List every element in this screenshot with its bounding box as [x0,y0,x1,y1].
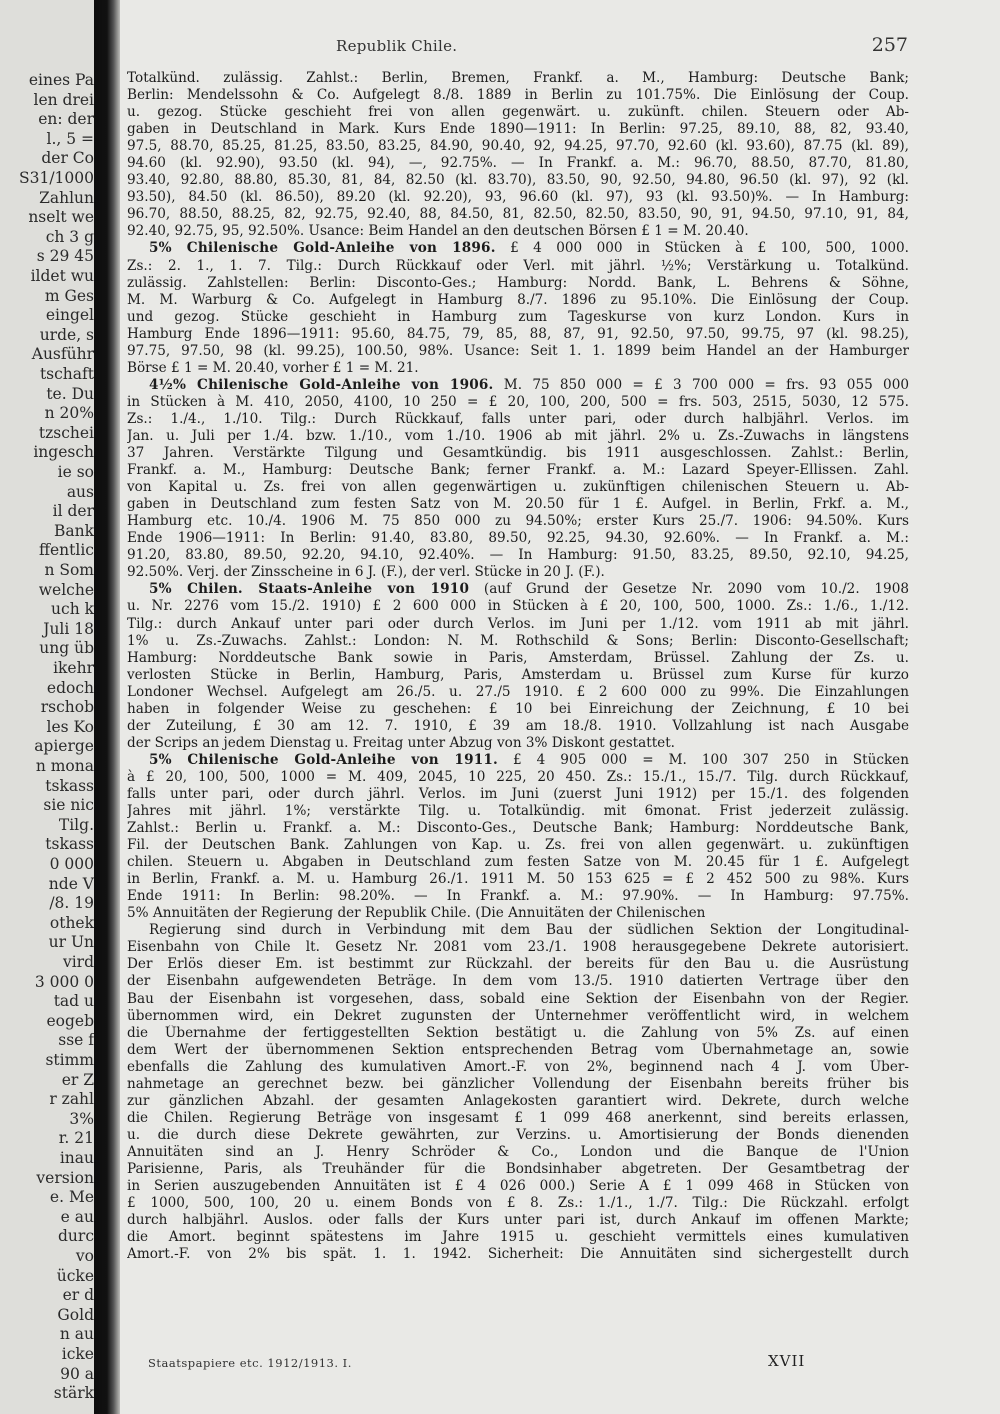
section-heading-line: 4½% Chilenische Gold-Anleihe von 1906. M. 75 850 000 = £ 3 700 000 = frs. 93 055 000 [149,376,909,393]
body-line: verlosten Stücke in Berlin, Hamburg, Paris, Amsterdam u. Brüssel zum Kurse für kurzo [127,666,909,683]
body-line: Hamburg etc. 10./4. 1906 M. 75 850 000 zu 94.50%; erster Kurs 25./7. 1906: 94.50%. Kurs [127,513,909,530]
left-fragment-line: ur Un [48,933,94,952]
left-fragment-line: 3% [69,1109,94,1128]
left-fragment-line: tskass [45,835,94,854]
left-fragment-line: e. Me [49,1188,94,1207]
left-fragment-line: n Som [44,561,94,579]
left-fragment-line: ildet wu [30,267,94,285]
section-title: 5% Chilenische Gold-Anleihe von 1896. [149,240,496,257]
body-text [127,70,909,1263]
book-gutter [94,0,120,1414]
body-line: gaben in Deutschland zum festen Satz von M. 20.50 für 1 £. Aufgel. in Berlin, Frkf. a. M., [127,496,909,513]
body-line: 37 Jahren. Verstärkte Tilgung und Gesamtkündig. bis 1911 ausgeschlossen. Zahlst.: Berlin, [127,445,909,462]
body-line: Der Erlös dieser Em. ist bestimmt zur Rückzahl. der bereits für den Bau u. die Ausrüstung [127,956,909,973]
left-fragment-line: stimm [45,1051,94,1069]
section-title: 4½% Chilenische Gold-Anleihe von 1906. [149,376,494,393]
body-line: zulässig. Zahlstellen: Berlin: Disconto-Ges.; Hamburg: Nordd. Bank, L. Behrens & Söhne, [127,274,909,291]
left-fragment-line: apierge [34,737,94,756]
left-fragment-line: vird [62,953,94,971]
left-fragment-line: les Ko [46,717,94,736]
body-line: £ 1000, 500, 100, 20 u. einem Bonds von £ 8. Zs.: 1./1., 1./7. Tilg.: Die Rückzahl. erfolgt [127,1195,909,1212]
body-line: u. die durch diese Dekrete gewährten, zur Verzins. u. Amortisierung der Bonds dienenden [127,1126,909,1143]
body-line: falls unter pari, oder durch jährl. Verlos. im Juni (zuerst Juni 1912) per 15./1. des folgenden [127,785,909,802]
left-fragment-line: er d [62,1286,94,1305]
body-line: durch halbjährl. Auslos. oder falls der Kurs unter pari ist, durch Ankauf im offenen Markte; [127,1212,909,1229]
left-fragment-line: 3 000 0 [34,972,94,991]
body-line: und gezog. Stücke geschieht in Hamburg zum Tageskurse von kurz London. Kurs in [127,308,909,325]
left-fragment-line: len drei [33,90,94,109]
left-fragment-line: l., 5 = [46,129,94,148]
left-fragment-line: 0 000 [49,855,94,873]
left-fragment-line: sie nic [43,796,94,815]
body-line: 94.60 (kl. 92.90), 93.50 (kl. 94), —, 92.75%. — In Frankf. a. M.: 96.70, 88.50, 87.70, 81.80, [127,155,909,172]
section-heading-line: 5% Chilen. Staats-Anleihe von 1910 (auf Grund der Gesetze Nr. 2090 vom 10./2. 1908 [149,581,909,598]
left-fragment-line: edoch [46,678,94,697]
left-fragment-line: /8. 19 [49,894,94,913]
body-line: Eisenbahn von Chile lt. Gesetz Nr. 2081 vom 23./1. 1908 herausgegebene Dekrete autorisiert. [127,939,909,956]
body-line: 97.5, 88.70, 85.25, 81.25, 83.50, 83.25, 84.90, 90.40, 92, 94.25, 97.70, 92.60 (kl. 93.60), 87.75 (kl. 89), [127,138,909,155]
left-fragment-line: rschob [40,698,94,717]
left-fragment-line: m Ges [44,286,94,305]
body-line: haben in folgender Weise zu geschehen: £ 10 bei Einreichung der Zeichnung, £ 10 bei [127,700,909,717]
left-fragment-line: r zahl [49,1090,94,1109]
body-line: Zs.: 2. 1., 1. 7. Tilg.: Durch Rückkauf oder Verl. mit jährl. ½%; Verstärkung u. Totalkünd. [127,257,909,274]
body-line: 92.50%. Verj. der Zinsscheine in 6 J. (F.), der verl. Stücke in 20 J. (F.). [127,564,605,581]
footer-signature: Staatspapiere etc. 1912/1913. I. [148,1356,352,1370]
left-fragment-line: Gold [57,1305,94,1324]
left-fragment-line: eingel [45,306,94,325]
body-line: Frankf. a. M., Hamburg: Deutsche Bank; ferner Frankf. a. M.: Lazard Speyer-Ellissen. Zahl. [127,462,909,479]
body-line: in Berlin, Frankf. a. M. u. Hamburg 26./1. 1911 M. 50 153 625 = £ 2 452 500 zu 98%. Kurs [127,871,909,888]
left-fragment-line: othek [49,913,94,932]
body-line: die Chilen. Regierung Beträge von insgesamt £ 1 099 468 anerkennt, sind bereits erlassen, [127,1109,909,1126]
body-line: der Zuteilung, £ 30 am 12. 7. 1910, £ 39 am 18./8. 1910. Vollzahlung ist nach Ausgabe [127,717,909,734]
body-line: 93.50), 84.50 (kl. 86.50), 89.20 (kl. 92.20), 93, 96.60 (kl. 97), 93 (kl. 93.50)%. — In Hamburg: [127,189,909,206]
body-line: chilen. Steuern u. Abgaben in Deutschland zum festen Satze von M. 20.45 für 1 £. Aufgelegt [127,854,909,871]
left-fragment-line: eines Pa [28,71,94,89]
body-line: 1% u. Zs.-Zuwachs. Zahlst.: London: N. M. Rothschild & Sons; Berlin: Disconto-Gesellschaft; [127,632,909,649]
left-page-fragment [0,0,94,1414]
left-fragment-line: ie so [57,463,94,481]
body-line: Bau der Eisenbahn ist vorgesehen, dass, sobald eine Sektion der Eisenbahn von der Regier. [127,990,909,1007]
body-line: zur gänzlichen Abzahl. der gesamten Anlagekosten garantiert wird. Dekrete, durch welche [127,1092,909,1109]
body-line: u. gezog. Stücke geschieht frei von allen gegenwärt. u. zukünft. chilen. Steuern oder Ab- [127,104,909,121]
body-line: Zs.: 1./4., 1./10. Tilg.: Durch Rückkauf, falls unter pari, oder durch halbjährl. Verlos. im [127,410,909,427]
left-fragment-line: tskass [45,776,94,795]
left-fragment-line: te. Du [46,384,94,403]
body-line: 93.40, 92.80, 88.80, 85.30, 81, 84, 82.50 (kl. 83.70), 83.50, 90, 92.50, 94.80, 96.50 (kl. 97), 92 (kl. [127,172,909,189]
left-fragment-line: der Co [41,149,94,168]
left-fragment-line: tzschei [38,423,94,442]
left-fragment-line: e au [60,1207,94,1226]
left-fragment-line: ücke [56,1266,94,1285]
running-head: Republik Chile. [336,37,458,55]
left-fragment-line: inau [59,1149,94,1167]
left-fragment-line: sse f [58,1031,94,1050]
left-fragment-line: S31/1000 [18,169,94,187]
body-line: von Kapital u. Zs. frei von allen gegenwärtigen u. zukünftigen chilenischen Steuern u. Ab- [127,479,909,496]
body-line: Fil. der Deutschen Bank. Zahlungen von Kap. u. Zs. frei von allen gegenwärt. u. zukünftigen [127,837,909,854]
left-fragment-line: ikehr [53,659,94,677]
left-fragment-line: ch 3 g [45,227,94,246]
left-fragment-line: en: der [38,110,94,129]
body-line: übernommen wird, ein Dekret zugunsten der Unternehmer veröffentlicht wird, in welchem [127,1007,909,1024]
left-fragment-line: er Z [61,1070,94,1089]
body-line: 91.20, 83.80, 89.50, 92.20, 94.10, 92.40%. — In Hamburg: 91.50, 83.25, 89.50, 92.10, 94.25, [127,547,909,564]
left-fragment-line: r. 21 [58,1129,94,1148]
body-line: der Eisenbahn aufgewendeten Beträge. In dem vom 13./5. 1910 datierten Vertrage über den [127,973,909,990]
left-fragment-line: welche [38,580,94,599]
body-line: u. Nr. 2276 vom 15./2. 1910) £ 2 600 000 in Stücken à £ 20, 100, 500, 1000. Zs.: 1./6., 1./12. [127,598,909,615]
body-line: ebenfalls die Zahlung des kumulativen Amort.-F. von 2%, beginnend nach 4 J. vom Über- [127,1058,909,1075]
left-fragment-line: n mona [35,757,94,775]
body-line: Jan. u. Juli per 1./4. bzw. 1./10., vom 1./10. 1906 ab mit jährl. 2% u. Zs.-Zuwachs in längstens [127,427,909,444]
left-fragment-line: n 20% [44,404,94,423]
left-fragment-line: 90 a [60,1364,94,1383]
section-heading-line: 5% Chilenische Gold-Anleihe von 1911. £ 4 905 000 = M. 100 307 250 in Stücken [149,751,909,768]
left-fragment-line: vo [75,1247,94,1265]
left-fragment-line: s 29 45 [36,247,94,266]
left-fragment-line: ung üb [39,639,94,658]
left-fragment-line: aus [66,482,94,501]
section-heading-line: Regierung sind durch in Verbindung mit dem Bau der südlichen Sektion der Longitudinal- [149,922,909,939]
left-fragment-line: nde V [48,874,94,893]
left-fragment-line: eogeb [46,1011,94,1030]
body-line: Amort.-F. von 2% bis spät. 1. 1. 1942. Sicherheit: Die Annuitäten sind sichergestellt durch [127,1246,909,1263]
left-fragment-line: tad u [53,992,94,1011]
body-line: 97.75, 97.50, 98 (kl. 99.25), 100.50, 98%. Usance: Seit 1. 1. 1899 beim Handel an der Hamburger [127,342,909,359]
body-line: Berlin: Mendelssohn & Co. Aufgelegt 8./8. 1889 in Berlin zu 101.75%. Die Einlösung der Coup. [127,87,909,104]
section-title: 5% Chilen. Staats-Anleihe von 1910 [149,581,470,598]
body-line: Jahres mit jährl. 1%; verstärkte Tilg. u. Totalkündig. mit 6monat. Frist jederzeit zulässig. [127,803,909,820]
body-line: 96.70, 88.50, 88.25, 82, 92.75, 92.40, 88, 84.50, 81, 82.50, 82.50, 83.50, 90, 91, 94.50, 97.10, 91, 84, [127,206,909,223]
body-line: nahmetage an gerechnet bezw. bei gänzlicher Vollendung der Eisenbahn bereits früher bis [127,1075,909,1092]
body-line: Ende 1911: In Berlin: 98.20%. — In Frankf. a. M.: 97.90%. — In Hamburg: 97.75%. [127,888,909,905]
body-line: in Serien auszugebenden Annuitäten ist £ 4 026 000.) Serie A £ 1 099 468 in Stücken von [127,1178,909,1195]
body-line: 5% Annuitäten der Regierung der Republik Chile. (Die Annuitäten der Chilenischen [127,905,706,922]
left-fragment-line: tschaft [39,365,94,383]
page-number: 257 [871,34,908,56]
section-title: 5% Chilenische Gold-Anleihe von 1911. [149,751,498,768]
left-fragment-line: urde, s [39,325,94,344]
body-line: der Scrips an jedem Dienstag u. Freitag unter Abzug von 3% Diskont gestattet. [127,734,676,751]
body-line: die Amort. beginnt spätestens im Jahre 1915 u. geschieht vermittels eines kumulativen [127,1229,909,1246]
left-fragment-line: Juli 18 [43,619,94,638]
left-fragment-line: Tilg. [58,815,94,834]
body-line: Hamburg: Norddeutsche Bank sowie in Paris, Amsterdam, Brüssel. Zahlung der Zs. u. [127,649,909,666]
left-fragment-line: icke [61,1345,94,1363]
body-line: M. M. Warburg & Co. Aufgelegt in Hamburg 8./7. 1896 zu 95.10%. Die Einlösung der Coup. [127,291,909,308]
left-fragment-line: n au [59,1325,94,1344]
body-line: Zahlst.: Berlin u. Frankf. a. M.: Disconto-Ges., Deutsche Bank; Hamburg: Norddeutsche Bank, [127,820,909,837]
left-fragment-line: version [36,1168,94,1187]
body-line: Börse £ 1 = M. 20.40, vorher £ 1 = M. 21. [127,359,419,376]
body-line: à £ 20, 100, 500, 1000 = M. 409, 2045, 10 225, 20 450. Zs.: 15./1., 15./7. Tilg. durch Rückkauf, [127,768,909,785]
left-fragment-line: ffentlic [39,541,94,560]
body-line: Tilg.: durch Ankauf unter pari oder durch Verlos. im Juni per 1./12. vom 1911 ab mit jährl. [127,615,909,632]
body-line: Totalkünd. zulässig. Zahlst.: Berlin, Bremen, Frankf. a. M., Hamburg: Deutsche Bank; [127,70,909,86]
body-line: Londoner Wechsel. Aufgelegt am 26./5. u. 27./5 1910. £ 2 600 000 zu 99%. Die Einzahlungen [127,683,909,700]
left-fragment-line: uch k [51,600,94,619]
body-line: Hamburg Ende 1896—1911: 95.60, 84.75, 79, 85, 88, 87, 91, 92.50, 97.50, 99.75, 97 (kl. 98.25), [127,325,909,342]
body-line: Annuitäten sind an J. Henry Schröder & Co., London und die Banque de l'Union [127,1143,909,1160]
section-heading-line: 5% Chilenische Gold-Anleihe von 1896. £ 4 000 000 in Stücken à £ 100, 500, 1000. [149,240,909,257]
left-fragment-line: Zahlun [39,188,94,207]
body-line: Parisienne, Paris, als Treuhänder für die Bondsinhaber abgetreten. Der Gesamtbetrag der [127,1161,909,1177]
left-fragment-line: stärk [53,1384,94,1403]
footer-sheet-mark: XVII [768,1352,806,1370]
body-line: gaben in Deutschland in Mark. Kurs Ende 1890—1911: In Berlin: 97.25, 89.10, 88, 82, 93.40, [127,121,909,138]
left-fragment-line: il der [52,502,94,521]
left-fragment-line: durc [58,1227,94,1246]
left-fragment-line: nselt we [28,208,94,227]
left-fragment-line: Ausführ [31,345,94,364]
body-line: Ende 1906—1911: In Berlin: 91.40, 83.80, 89.50, 92.25, 94.30, 92.60%. — In Frankf. a. M.: [127,530,909,547]
body-line: in Stücken à M. 410, 2050, 4100, 10 250 = £ 20, 100, 200, 500 = frs. 503, 2515, 5030, 12 575. [127,393,909,410]
body-line: dem Wert der übernommenen Sektion entsprechenden Betrag vom Übernahmetage an, sowie [127,1041,909,1058]
body-line: 92.40, 92.75, 95, 92.50%. Usance: Beim Handel an den deutschen Börsen £ 1 = M. 20.40. [127,223,749,240]
left-fragment-line: Bank [53,521,94,540]
left-fragment-line: ingesch [33,443,94,462]
body-line: die Übernahme der fertiggestellten Sektion bestätigt u. die Zahlung von 5% Zs. auf einen [127,1024,909,1041]
